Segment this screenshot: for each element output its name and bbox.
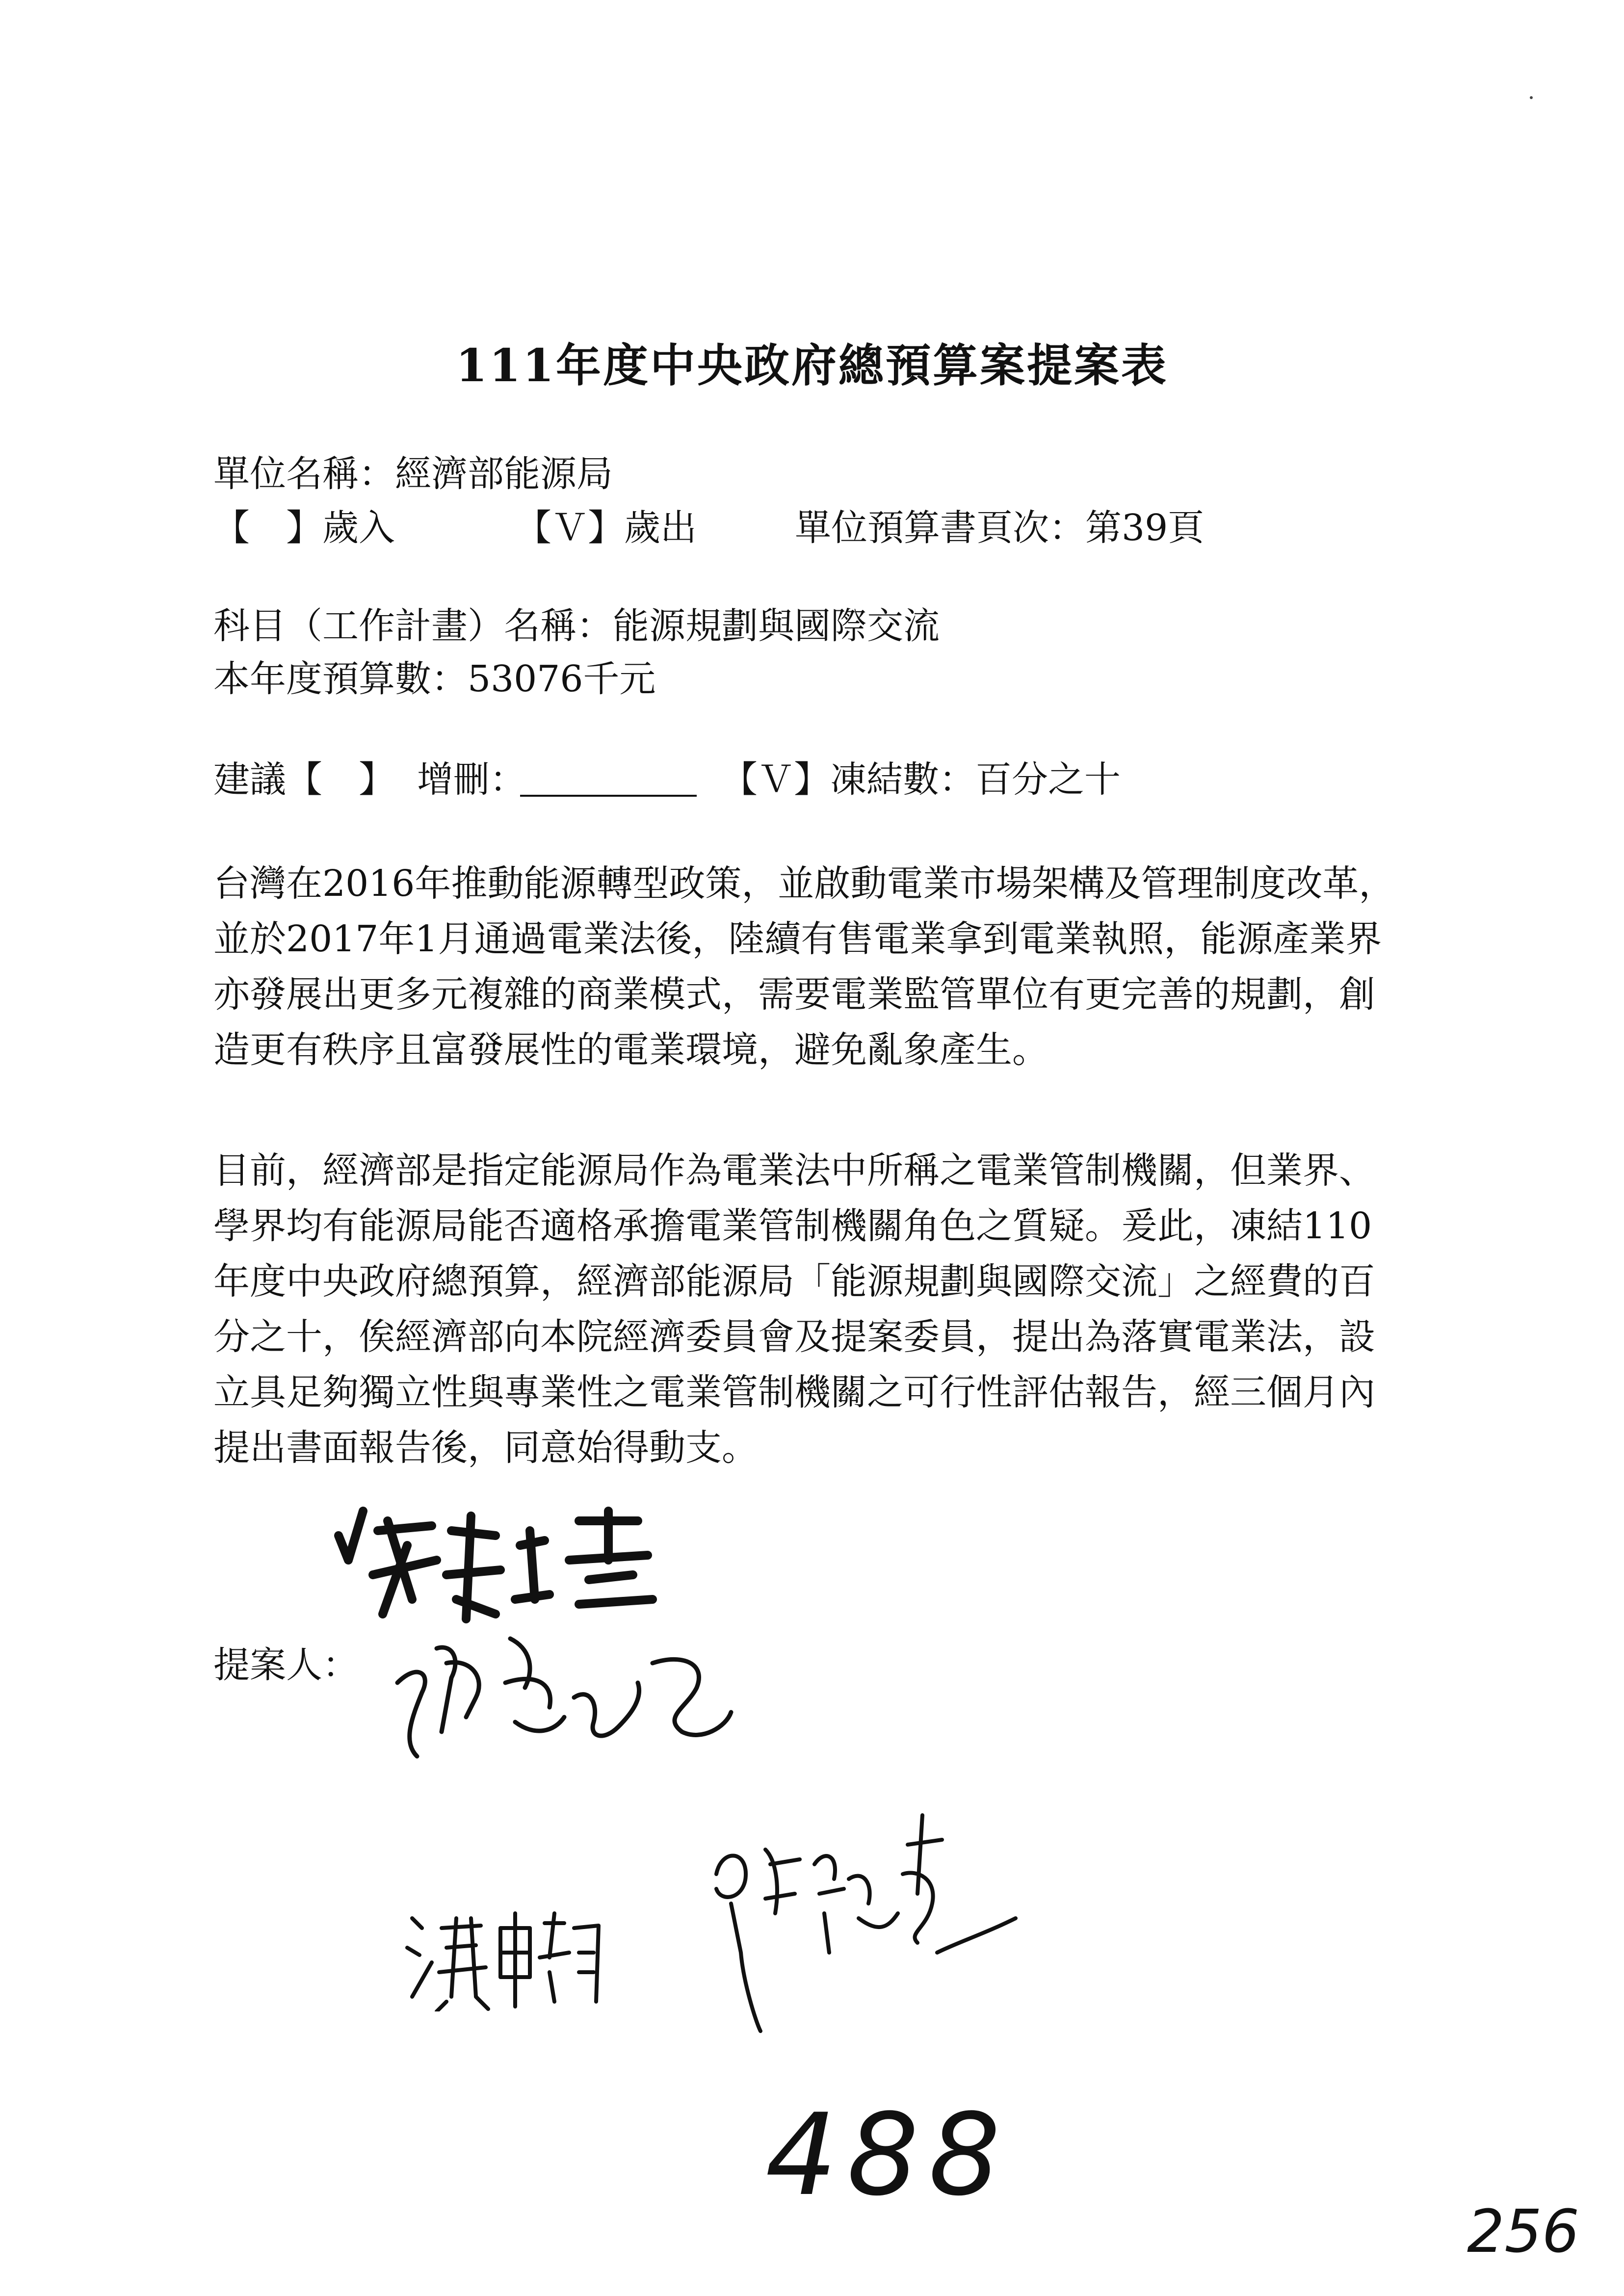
adjust-label: 增刪： [417, 758, 526, 801]
budget-page-number: 單位預算書頁次：第39頁 [795, 507, 1205, 549]
paragraph-line: 提出書面報告後，同意始得動支。 [213, 1427, 758, 1469]
page-title: 111年度中央政府總預算案提案表 [455, 339, 1169, 392]
expenditure-option: 【Ｖ】歲出 [515, 507, 697, 549]
stamp-number: 488 [765, 2090, 1010, 2221]
unit-name-line: 單位名稱：經濟部能源局 [213, 453, 613, 495]
paragraph-line: 立具足夠獨立性與專業性之電業管制機關之可行性評估報告，經三個月內 [213, 1371, 1375, 1413]
budget-amount-line: 本年度預算數：53076千元 [213, 658, 656, 700]
revenue-option: 【 】歲入 [213, 507, 395, 549]
page-number: 256 [1467, 2198, 1580, 2266]
adjust-value-field [520, 751, 697, 797]
proposer-label: 提案人： [213, 1644, 359, 1686]
paragraph-line: 台灣在2016年推動能源轉型政策，並啟動電業市場架構及管理制度改革， [213, 862, 1395, 905]
paragraph-line: 分之十，俟經濟部向本院經濟委員會及提案委員，提出為落實電業法，設 [213, 1316, 1375, 1358]
signature-1 [334, 1501, 707, 1639]
signature-2 [388, 1619, 741, 1766]
signature-3 [402, 1899, 608, 2011]
paragraph-proposal [213, 1143, 1440, 1476]
paragraph-line: 學界均有能源局能否適格承擔電業管制機關角色之質疑。爰此，凍結110 [213, 1205, 1372, 1247]
suggestion-label: 建議【 】 [213, 758, 395, 801]
signature-4 [702, 1805, 1025, 2036]
paragraph-line: 目前，經濟部是指定能源局作為電業法中所稱之電業管制機關，但業界、 [213, 1149, 1375, 1192]
subject-line: 科目（工作計畫）名稱：能源規劃與國際交流 [213, 605, 940, 647]
freeze-option: 【Ｖ】凍結數：百分之十 [721, 758, 1121, 801]
paragraph-line: 造更有秩序且富發展性的電業環境，避免亂象產生。 [213, 1029, 1048, 1071]
paragraph-line: 年度中央政府總預算，經濟部能源局「能源規劃與國際交流」之經費的百 [213, 1260, 1375, 1303]
paragraph-line: 並於2017年1月通過電業法後，陸續有售電業拿到電業執照，能源產業界 [213, 918, 1382, 960]
scan-speck [1530, 96, 1533, 99]
paragraph-background [213, 856, 1440, 1078]
paragraph-line: 亦發展出更多元複雜的商業模式，需要電業監管單位有更完善的規劃，創 [213, 973, 1375, 1016]
